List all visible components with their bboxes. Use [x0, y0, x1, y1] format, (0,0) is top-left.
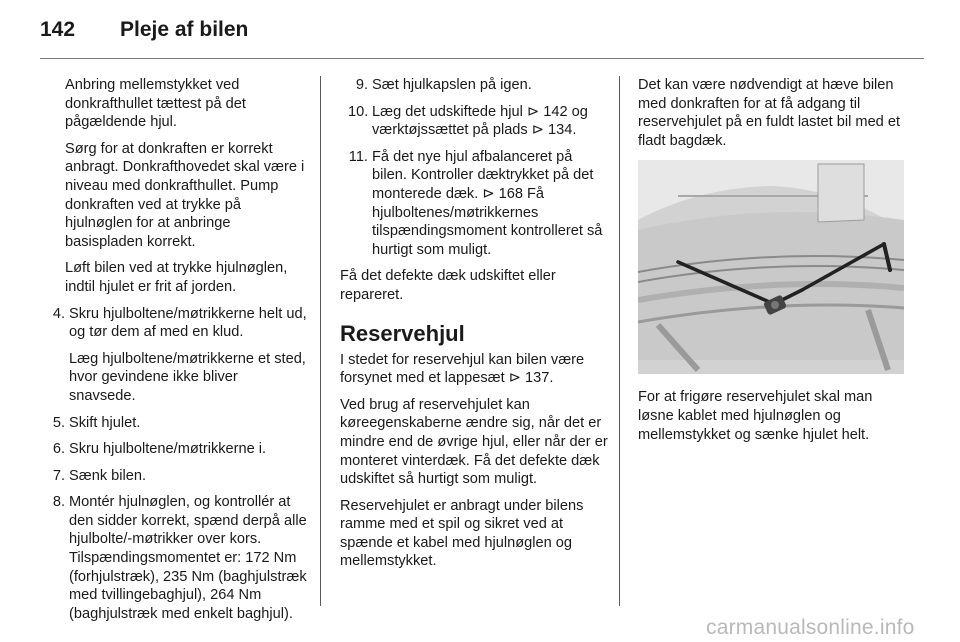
list-item [40, 414, 308, 433]
list-item [340, 103, 608, 140]
spare-wheel-illustration-drawing [638, 160, 904, 374]
paragraph: Anbring mellemstykket ved donkrafthullet tættest på det pågældende hjul. [65, 77, 246, 131]
list-text: Skru hjulboltene/møtrikkerne i. [69, 441, 267, 458]
list-item [40, 305, 308, 342]
list-number: 4. [52, 305, 65, 322]
paragraph: Reservehjulet er anbragt under bilens ramme med et spil og sikret ved at spænde et kabel med hjulnøglen og mellemstykket. [340, 497, 584, 570]
page-title: Pleje af bilen [120, 18, 249, 41]
list-item [40, 493, 308, 623]
column-divider-1 [320, 76, 321, 606]
text-column-1 [40, 76, 308, 631]
paragraph: Få det defekte dæk udskiftet eller repareret. [340, 268, 556, 303]
list-item [40, 467, 308, 486]
text-column-2 [340, 76, 608, 579]
list-text: Montér hjulnøglen, og kontrollér at den sidder korrekt, spænd derpå alle hjulbolte/-møtrikker over kors. Tilspændingsmomentet er: 172 Nm (forhjulstræk), 235 Nm (baghjulstræk med tvillingebaghjul), 264 Nm (baghjulstræk med enkelt baghjul). [69, 494, 307, 622]
list-text: Læg hjulboltene/møtrikkerne et sted, hvor gevindene ikke bliver snavsede. [69, 350, 306, 404]
paragraph: I stedet for reservehjul kan bilen være forsynet med et lappesæt ⊳ 137. [340, 351, 585, 387]
list-text: Få det nye hjul afbalanceret på bilen. Kontroller dæktrykket på det monterede dæk. ⊳ 168 Få hjulboltenes/møtrikkernes tilspændingsmoment kontrolleret så hurtigt som muligt. [372, 148, 603, 258]
paragraph: Ved brug af reservehjulet kan køreegenskaberne ændre sig, når det er mindre end de øvrige hjul, eller når der er monteret vinterdæk. Få det defekte dæk udskiftet så hurtigt som muligt. [340, 396, 608, 488]
section-heading: Reservehjul [340, 320, 465, 346]
list-text: Skru hjulboltene/møtrikkerne helt ud, og tør dem af med en klud. [69, 305, 307, 341]
spare-wheel-illustration [638, 160, 904, 374]
list-number: 6. [52, 441, 65, 458]
list-number: 5. [52, 414, 65, 431]
page-number: 142 [40, 18, 76, 41]
list-item [40, 440, 308, 459]
list-text: Skift hjulet. [69, 414, 141, 431]
paragraph: Det kan være nødvendigt at hæve bilen med donkraften for at få adgang til reservehjulet på en fuldt lastet bil med et fladt bagdæk. [638, 77, 901, 149]
paragraph: For at frigøre reservehjulet skal man løsne kablet med hjulnøglen og mellemstykket og sænke hjulet helt. [638, 389, 873, 443]
list-text: Læg det udskiftede hjul ⊳ 142 og værktøjssættet på plads ⊳ 134. [372, 103, 588, 139]
text-column-3 [638, 76, 904, 452]
list-number: 7. [52, 467, 65, 484]
header-divider [40, 58, 924, 59]
list-number: 9. [355, 77, 368, 93]
paragraph: Sørg for at donkraften er korrekt anbragt. Donkrafthovedet skal være i niveau med donkrafthullet. Pump donkraften ved at trykke på hjulnøglen for at anbringe basispladen korrekt. [65, 140, 305, 250]
list-number: 10. [348, 103, 369, 120]
list-item [40, 350, 308, 406]
list-text: Sænk bilen. [69, 467, 147, 484]
watermark-text: carmanualsonline.info [706, 616, 915, 639]
list-number: 11. [348, 148, 368, 165]
list-item [340, 76, 608, 95]
paragraph: Løft bilen ved at trykke hjulnøglen, indtil hjulet er frit af jorden. [65, 260, 288, 295]
list-text: Sæt hjulkapslen på igen. [372, 77, 532, 93]
list-item [340, 148, 608, 260]
column-divider-2 [619, 76, 620, 606]
list-number: 8. [52, 494, 65, 511]
